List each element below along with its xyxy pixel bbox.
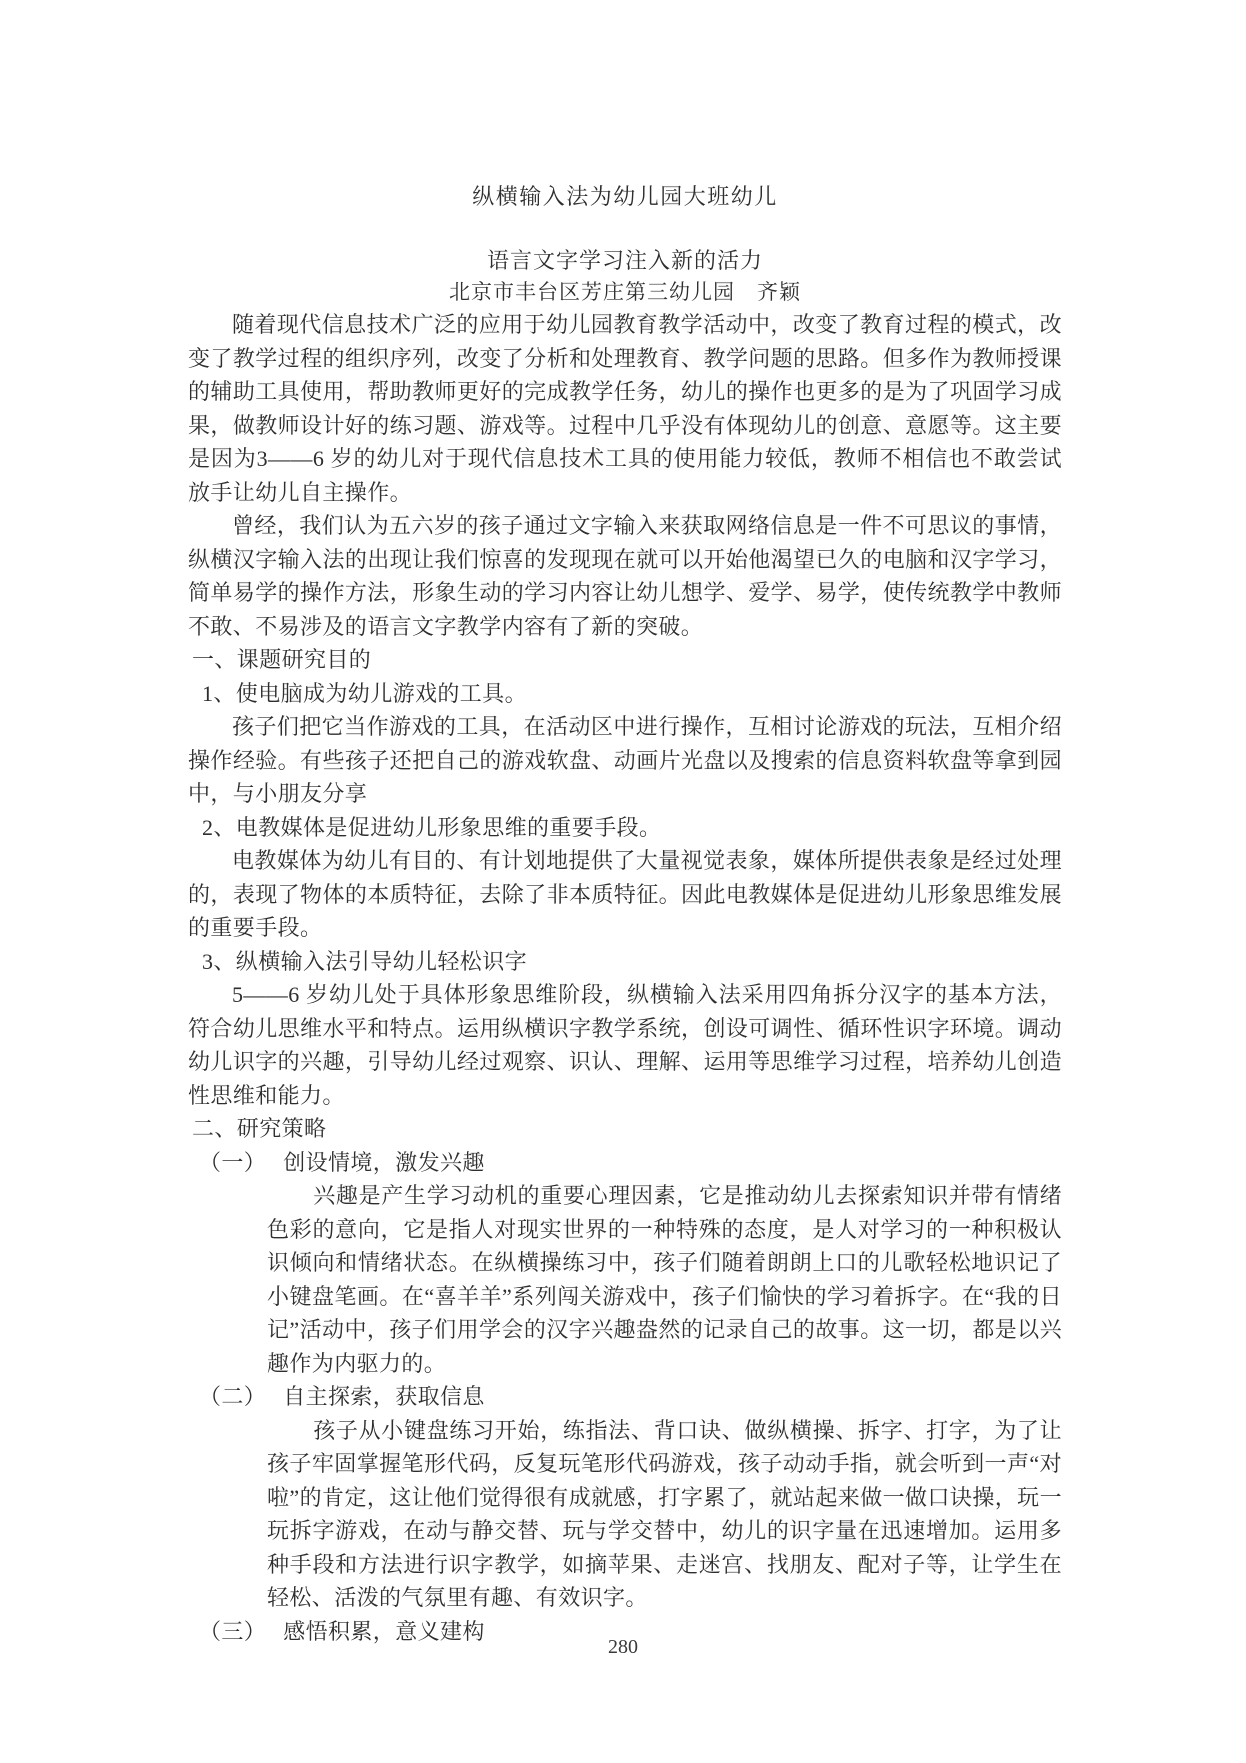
document-body: [188, 308, 1062, 1648]
section-heading: 二、研究策略: [192, 1116, 327, 1141]
paragraph: 5——6 岁幼儿处于具体形象思维阶段，纵横输入法采用四角拆分汉字的基本方法，符合幼儿思维水平和特点。运用纵横识字教学系统，创设可调性、循环性识字环境。调动幼儿识字的兴趣，引导幼儿经过观察、识认、理解、运用等思维学习过程，培养幼儿创造性思维和能力。: [188, 982, 1062, 1108]
sub-item-title: 感悟积累，意义建构: [283, 1618, 485, 1644]
numbered-item: 2、电教媒体是促进幼儿形象思维的重要手段。: [202, 814, 662, 840]
paragraph: 曾经，我们认为五六岁的孩子通过文字输入来获取网络信息是一件不可思议的事情，纵横汉字输入法的出现让我们惊喜的发现现在就可以开始他渴望已久的电脑和汉字学习，简单易学的操作方法，形象生动的学习内容让幼儿想学、爱学、易学，使传统教学中教师不敢、不易涉及的语言文字教学内容有了新的突破。: [188, 513, 1062, 639]
sub-item-label: （一）: [199, 1149, 267, 1175]
sub-item-label: （二）: [199, 1384, 267, 1409]
numbered-item: 1、使电脑成为幼儿游戏的工具。: [202, 680, 528, 706]
sub-item: [188, 1380, 1062, 1414]
paragraph: 电教媒体为幼儿有目的、有计划地提供了大量视觉表象，媒体所提供表象是经过处理的，表现了物体的本质特征，去除了非本质特征。因此电教媒体是促进幼儿形象思维发展的重要手段。: [188, 848, 1062, 940]
document-subtitle: 语言文字学习注入新的活力: [486, 248, 763, 273]
sub-item-title: 创设情境，激发兴趣: [283, 1149, 485, 1175]
sub-item: [188, 1146, 1062, 1180]
indented-paragraph: 兴趣是产生学习动机的重要心理因素，它是推动幼儿去探索知识并带有情绪色彩的意向，它是指人对现实世界的一种特殊的态度，是人对学习的一种积极认识倾向和情绪状态。在纵横操练习中，孩子们随着朗朗上口的儿歌轻松地识记了小键盘笔画。在“喜羊羊”系列闯关游戏中，孩子们愉快的学习着拆字。在“我的日记”活动中，孩子们用学会的汉字兴趣盎然的记录自己的故事。这一切，都是以兴趣作为内驱力的。: [267, 1183, 1062, 1376]
paragraph: 孩子们把它当作游戏的工具，在活动区中进行操作，互相讨论游戏的玩法，互相介绍操作经验。有些孩子还把自己的游戏软盘、动画片光盘以及搜索的信息资料软盘等拿到园中，与小朋友分享: [188, 714, 1062, 806]
sub-item-title: 自主探索，获取信息: [283, 1384, 485, 1409]
section-heading: 一、课题研究目的: [192, 647, 372, 672]
numbered-item: 3、纵横输入法引导幼儿轻松识字: [202, 948, 528, 974]
document-byline: 北京市丰台区芳庄第三幼儿园 齐颖: [449, 280, 801, 304]
document-title: 纵横输入法为幼儿园大班幼儿: [472, 184, 778, 209]
paragraph: 随着现代信息技术广泛的应用于幼儿园教育教学活动中，改变了教育过程的模式，改变了教学过程的组织序列，改变了分析和处理教育、教学问题的思路。但多作为教师授课的辅助工具使用，帮助教师更好的完成教学任务，幼儿的操作也更多的是为了巩固学习成果，做教师设计好的练习题、游戏等。过程中几乎没有体现幼儿的创意、意愿等。这主要是因为3——6 岁的幼儿对于现代信息技术工具的使用能力较低，教师不相信也不敢尝试放手让幼儿自主操作。: [188, 312, 1062, 505]
page-number: 280: [608, 1636, 638, 1658]
sub-item-label: （三）: [199, 1618, 267, 1644]
indented-paragraph: 孩子从小键盘练习开始，练指法、背口诀、做纵横操、拆字、打字，为了让孩子牢固掌握笔形代码，反复玩笔形代码游戏，孩子动动手指，就会听到一声“对啦”的肯定，这让他们觉得很有成就感，打字累了，就站起来做一做口诀操，玩一玩拆字游戏，在动与静交替、玩与学交替中，幼儿的识字量在迅速增加。运用多种手段和方法进行识字教学，如摘苹果、走迷宫、找朋友、配对子等，让学生在轻松、活泼的气氛里有趣、有效识字。: [267, 1417, 1062, 1610]
